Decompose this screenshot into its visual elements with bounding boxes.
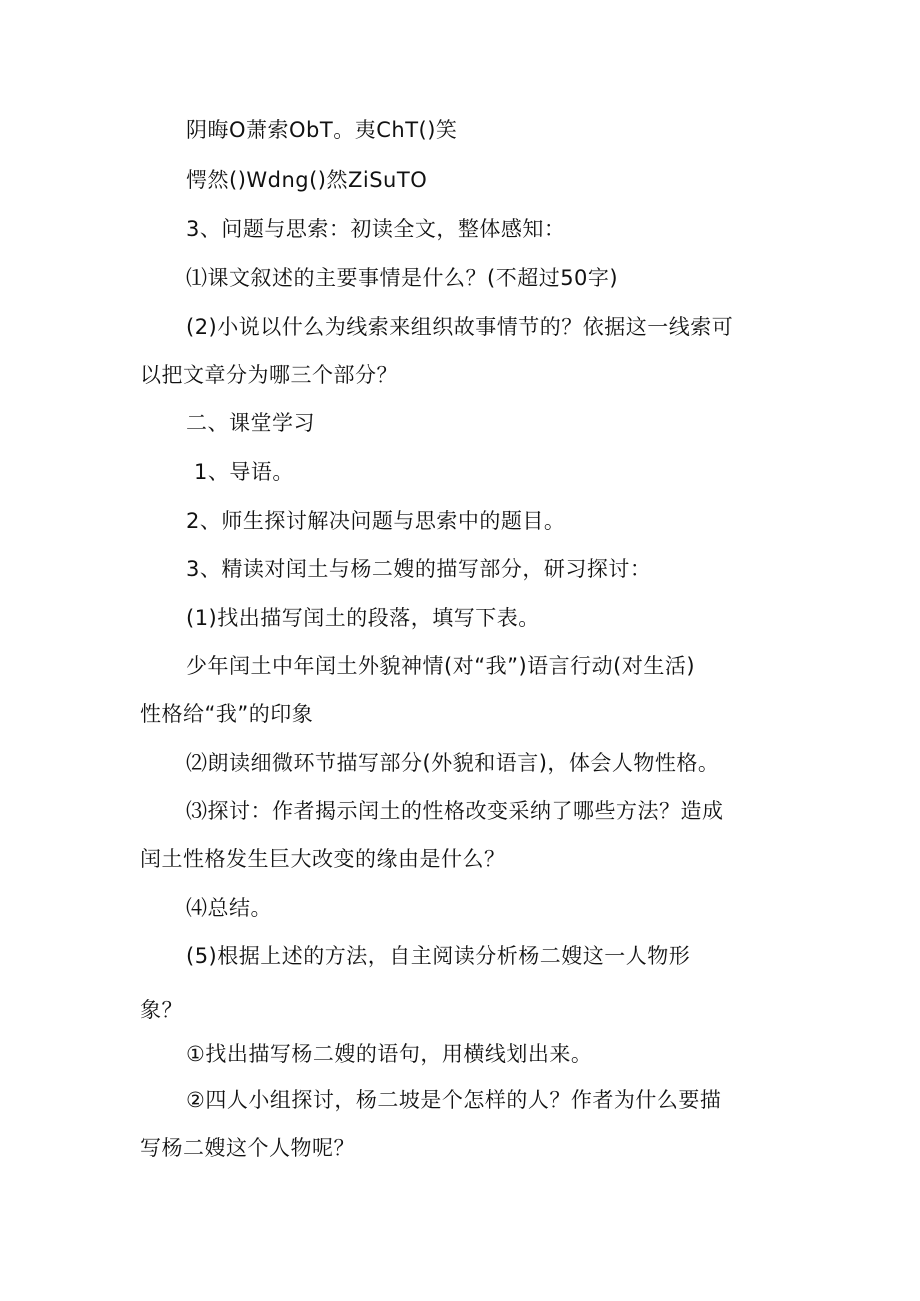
text-line-question-2-cont: 以把文章分为哪三个部分？ bbox=[140, 363, 398, 387]
text-line-task-2: ⑵朗读细微环节描写部分(外貌和语言)，体会人物性格。 bbox=[186, 751, 720, 775]
text-line-close-reading: 3、精读对闰土与杨二嫂的描写部分，研习探讨： bbox=[186, 557, 652, 581]
text-line-vocab-1: 阴晦O萧索ObT。夷ChT()笑 bbox=[186, 118, 458, 142]
text-line-task-5-cont: 象？ bbox=[140, 998, 183, 1022]
text-line-question-heading: 3、问题与思索：初读全文，整体感知： bbox=[186, 217, 566, 241]
text-line-intro: 1、导语。 bbox=[194, 460, 294, 484]
section-heading-classroom: 二、课堂学习 bbox=[186, 411, 315, 435]
text-line-question-2: (2)小说以什么为线索来组织故事情节的？依据这一线索可 bbox=[186, 315, 734, 339]
text-line-task-5: (5)根据上述的方法，自主阅读分析杨二嫂这一人物形 bbox=[186, 944, 691, 968]
text-line-task-4: ⑷总结。 bbox=[186, 896, 272, 920]
text-line-subtask-1: ①找出描写杨二嫂的语句，用横线划出来。 bbox=[186, 1042, 593, 1066]
text-line-subtask-2: ②四人小组探讨，杨二坡是个怎样的人？作者为什么要描 bbox=[186, 1088, 722, 1112]
text-line-table-headers: 少年闰土中年闰土外貌神情(对“我”)语言行动(对生活) bbox=[186, 654, 696, 678]
text-line-task-1: (1)找出描写闰土的段落，填写下表。 bbox=[186, 606, 540, 630]
text-line-vocab-2: 愕然()Wdng()然ZiSuTO bbox=[186, 168, 428, 192]
text-line-question-1: ⑴课文叙述的主要事情是什么？(不超过50字) bbox=[186, 266, 619, 290]
text-line-subtask-2-cont: 写杨二嫂这个人物呢？ bbox=[140, 1136, 355, 1160]
text-line-table-headers-cont: 性格给“我”的印象 bbox=[140, 702, 314, 726]
text-line-task-3-cont: 闰土性格发生巨大改变的缘由是什么？ bbox=[140, 847, 506, 871]
text-line-discussion: 2、师生探讨解决问题与思索中的题目。 bbox=[186, 509, 566, 533]
text-line-task-3: ⑶探讨：作者揭示闰土的性格改变采纳了哪些方法？造成 bbox=[186, 799, 724, 823]
